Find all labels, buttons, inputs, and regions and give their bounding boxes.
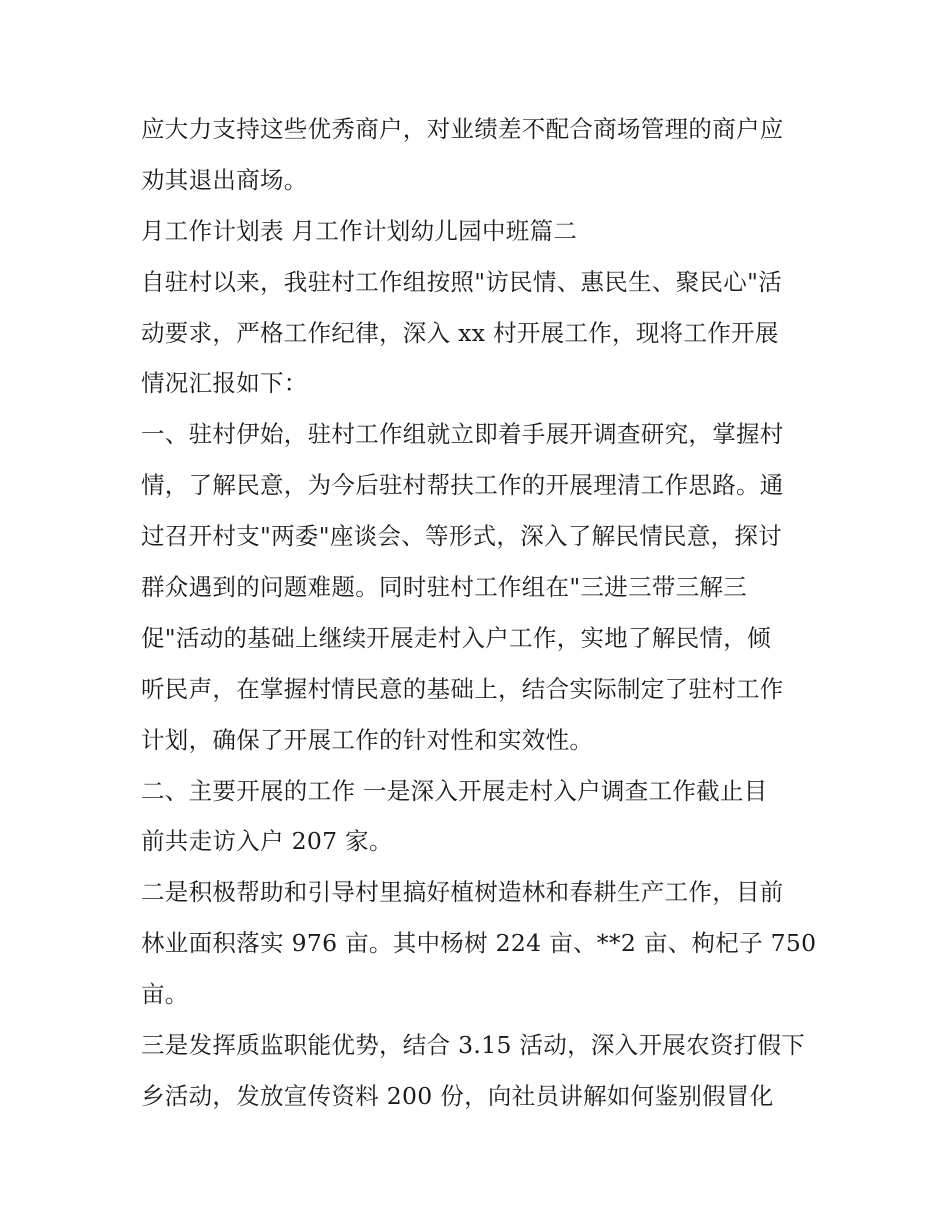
text-line: 亩。 [141,980,189,1009]
text-line: 情况汇报如下： [141,369,308,398]
text-line: 三是发挥质监职能优势，结合 3.15 活动，深入开展农资打假下 [141,1031,806,1060]
section-heading: 月工作计划表 月工作计划幼儿园中班篇二 [141,216,578,245]
text-line: 一、驻村伊始，驻村工作组就立即着手展开调查研究，掌握村 [141,420,784,449]
text-line: 应大力支持这些优秀商户，对业绩差不配合商场管理的商户应 [141,115,784,143]
text-line: 情，了解民意，为今后驻村帮扶工作的开展理清工作思路。通 [141,471,784,500]
text-line: 听民声，在掌握村情民意的基础上，结合实际制定了驻村工作 [141,674,784,703]
text-line: 动要求，严格工作纪律，深入 xx 村开展工作，现将工作开展 [141,318,779,347]
text-line: 前共走访入户 207 家。 [141,827,393,856]
text-line: 二是积极帮助和引导村里搞好植树造林和春耕生产工作，目前 [141,878,784,907]
text-line: 自驻村以来，我驻村工作组按照"访民情、惠民生、聚民心"活 [141,267,783,296]
text-line: 计划，确保了开展工作的针对性和实效性。 [141,725,594,754]
text-line: 乡活动，发放宣传资料 200 份，向社员讲解如何鉴别假冒化 [141,1081,774,1110]
text-line: 过召开村支"两委"座谈会、等形式，深入了解民情民意，探讨 [141,522,783,551]
text-line: 二、主要开展的工作 一是深入开展走村入户调查工作截止目 [141,776,768,805]
text-line: 群众遇到的问题难题。同时驻村工作组在"三进三带三解三 [141,573,748,602]
document-body [141,104,821,1122]
text-line: 促"活动的基础上继续开展走村入户工作，实地了解民情，倾 [141,623,771,652]
text-line: 林业面积落实 976 亩。其中杨树 224 亩、**2 亩、枸杞子 750 [141,929,817,958]
text-line: 劝其退出商场。 [141,165,308,194]
